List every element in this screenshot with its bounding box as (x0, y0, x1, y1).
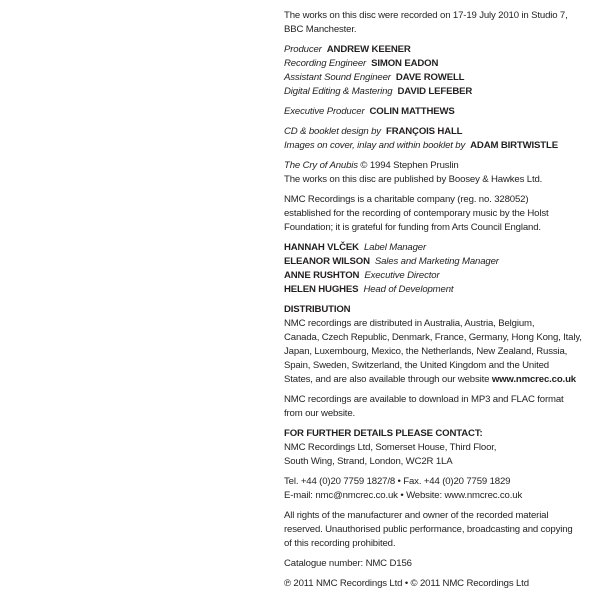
publisher-line: The works on this disc are published by Boosey & Hawkes Ltd. (284, 174, 543, 185)
executive-credit (284, 105, 594, 119)
credit-images (284, 139, 594, 153)
credit-role: Recording Engineer (284, 58, 367, 69)
staff-name: ELEANOR WILSON (284, 256, 370, 267)
contact-address-2: South Wing, Strand, London, WC2R 1LA (284, 456, 453, 467)
footer-copyright (284, 577, 594, 591)
credit-digital-editing (284, 85, 594, 99)
design-credits (284, 125, 594, 153)
staff-item (284, 255, 594, 269)
contact-address-1: NMC Recordings Ltd, Somerset House, Third Floor, (284, 442, 497, 453)
distribution-line-5 (284, 373, 594, 387)
distribution-line-3: Japan, Luxembourg, Mexico, the Netherlands, New Zealand, Russia, (284, 346, 568, 357)
credit-name: SIMON EADON (371, 58, 439, 69)
distribution-heading: DISTRIBUTION (284, 304, 351, 315)
credits-column (284, 9, 594, 597)
charity-info (284, 193, 594, 235)
copyright-footer: ℗ 2011 NMC Recordings Ltd • © 2011 NMC Recordings Ltd (284, 578, 529, 589)
credit-role: Producer (284, 44, 322, 55)
distribution-line-5-text: States, and are also available through our website (284, 374, 490, 385)
work-copyright-line (284, 159, 594, 173)
staff-name: ANNE RUSHTON (284, 270, 360, 281)
charity-line-3: Foundation; it is grateful for funding from Arts Council England. (284, 222, 541, 233)
charity-line-2: established for the recording of contemporary music by the Holst (284, 208, 549, 219)
contact-numbers (284, 475, 594, 503)
credit-name: COLIN MATTHEWS (369, 106, 455, 117)
credit-name: DAVE ROWELL (395, 72, 465, 83)
download-line-2: from our website. (284, 408, 356, 419)
credit-name: FRANÇOIS HALL (386, 126, 463, 137)
contact-heading: FOR FURTHER DETAILS PLEASE CONTACT: (284, 428, 483, 439)
distribution-section (284, 303, 594, 387)
contact-section (284, 427, 594, 469)
staff-item (284, 283, 594, 297)
staff-role: Executive Director (364, 270, 440, 281)
staff-item (284, 269, 594, 283)
distribution-line-1: NMC recordings are distributed in Australia, Austria, Belgium, (284, 318, 535, 329)
credit-role: Images on cover, inlay and within booklet by (284, 140, 466, 151)
work-copyright (284, 159, 594, 187)
website-link: www.nmcrec.co.uk (491, 374, 576, 385)
rights-line-1: All rights of the manufacturer and owner of the recorded material (284, 510, 549, 521)
rights-line-3: of this recording prohibited. (284, 538, 396, 549)
download-line-1: NMC recordings are available to download in MP3 and FLAC format (284, 394, 564, 405)
staff-name: HANNAH VLČEK (284, 242, 359, 253)
distribution-line-4: Spain, Sweden, Switzerland, the United Kingdom and the United (284, 360, 549, 371)
staff-item (284, 241, 594, 255)
contact-email-web: E-mail: nmc@nmcrec.co.uk • Website: www.nmcrec.co.uk (284, 490, 523, 501)
staff-name: HELEN HUGHES (284, 284, 359, 295)
contact-phone: Tel. +44 (0)20 7759 1827/8 • Fax. +44 (0)20 7759 1829 (284, 476, 511, 487)
credit-name: ANDREW KEENER (326, 44, 411, 55)
staff-role: Sales and Marketing Manager (374, 256, 499, 267)
credit-producer (284, 43, 594, 57)
credit-role: Executive Producer (284, 106, 365, 117)
staff-role: Label Manager (363, 242, 427, 253)
charity-line-1: NMC Recordings is a charitable company (reg. no. 328052) (284, 194, 529, 205)
distribution-line-2: Canada, Czech Republic, Denmark, France, Germany, Hong Kong, Italy, (284, 332, 582, 343)
work-title: The Cry of Anubis (284, 160, 358, 171)
work-copyright-text: © 1994 Stephen Pruslin (360, 160, 459, 171)
catalogue-section (284, 557, 594, 571)
credit-role: CD & booklet design by (284, 126, 381, 137)
credit-recording-engineer (284, 57, 594, 71)
credit-name: DAVID LEFEBER (397, 86, 473, 97)
credit-booklet-design (284, 125, 594, 139)
credit-role: Assistant Sound Engineer (284, 72, 391, 83)
credit-name: ADAM BIRTWISTLE (470, 140, 558, 151)
recording-info (284, 9, 594, 37)
recording-line-2: BBC Manchester. (284, 24, 357, 35)
credit-role: Digital Editing & Mastering (284, 86, 393, 97)
staff-role: Head of Development (363, 284, 454, 295)
rights-notice (284, 509, 594, 551)
staff-list (284, 241, 594, 297)
recording-line-1: The works on this disc were recorded on 17-19 July 2010 in Studio 7, (284, 10, 568, 21)
download-info (284, 393, 594, 421)
catalogue-number: Catalogue number: NMC D156 (284, 558, 412, 569)
production-credits (284, 43, 594, 99)
credit-assistant-engineer (284, 71, 594, 85)
credit-executive-producer (284, 105, 594, 119)
rights-line-2: reserved. Unauthorised public performance, broadcasting and copying (284, 524, 573, 535)
